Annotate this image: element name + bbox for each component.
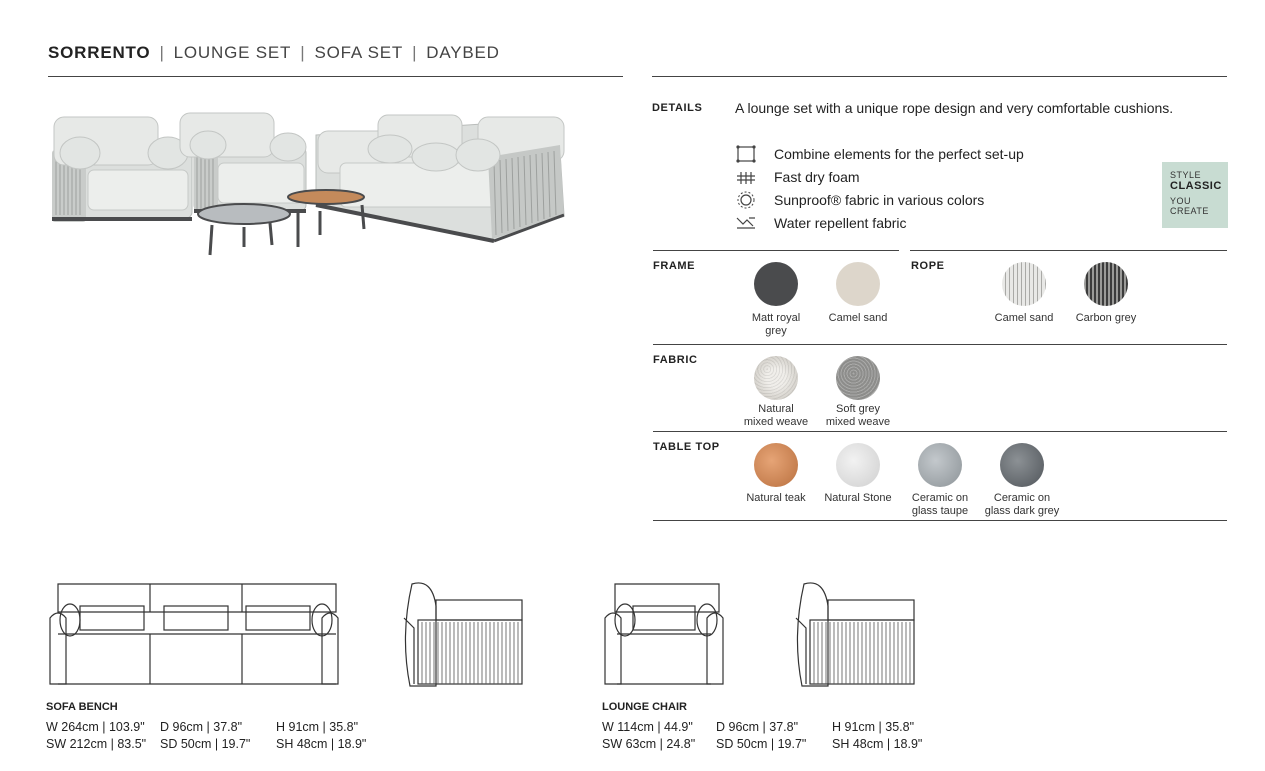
table-top-label: TABLE TOP [653,441,720,453]
table-top-option-label: Natural Stone [824,492,892,504]
table-top-divider [653,431,1227,432]
lounge-chair-depth: D 96cm | 37.8" [716,720,799,734]
style-badge-line3: YOU [1170,196,1192,206]
nav-daybed[interactable]: DAYBED [426,43,500,62]
details-label: DETAILS [652,102,703,114]
table-top-swatch-ceramic-dark-grey[interactable] [1000,443,1044,487]
table-top-option-label: Ceramic on glass dark grey [984,492,1060,517]
fabric-swatch-soft-grey[interactable] [836,356,880,400]
style-badge-line1: STYLE [1170,170,1202,180]
sofa-bench-height: H 91cm | 35.8" [276,720,359,734]
sofa-bench-seat-depth: SD 50cm | 19.7" [160,737,251,751]
water-repellent-icon [735,214,757,232]
feature-water-repellent: Water repellent fabric [774,215,907,231]
fabric-option-label: Natural mixed weave [743,403,809,428]
title-separator: | [159,43,165,62]
table-top-swatch-natural-stone[interactable] [836,443,880,487]
style-badge-line4: CREATE [1170,206,1209,216]
sunproof-fabric-icon [735,191,757,209]
table-top-bottom-divider [653,520,1227,521]
details-description: A lounge set with a unique rope design and very comfortable cushions. [735,100,1174,116]
lounge-chair-illustration [52,117,192,222]
fabric-option-label: Soft grey mixed weave [825,403,891,428]
rope-label: ROPE [911,260,945,272]
table-top-swatch-natural-teak[interactable] [754,443,798,487]
fabric-label: FABRIC [653,354,698,366]
frame-label: FRAME [653,260,696,272]
sofa-bench-side-drawing [398,578,524,688]
sofa-bench-seat-width: SW 212cm | 83.5" [46,737,147,751]
sofa-bench-width: W 264cm | 103.9" [46,720,145,734]
lounge-chair-seat-height: SH 48cm | 18.9" [832,737,923,751]
combine-elements-icon [735,145,757,163]
rope-option-label: Carbon grey [1075,312,1137,324]
rope-swatch-camel-sand[interactable] [1002,262,1046,306]
product-photo [48,105,568,265]
page-title [48,43,500,63]
frame-option-label: Camel sand [828,312,888,324]
sofa-bench-seat-height: SH 48cm | 18.9" [276,737,367,751]
fast-dry-foam-icon [735,168,757,186]
feature-combine: Combine elements for the perfect set-up [774,146,1024,162]
fabric-swatch-natural[interactable] [754,356,798,400]
lounge-chair-seat-width: SW 63cm | 24.8" [602,737,696,751]
feature-foam: Fast dry foam [774,169,860,185]
lounge-chair-title: LOUNGE CHAIR [602,701,687,713]
fabric-divider [653,344,1227,345]
table-top-swatch-ceramic-taupe[interactable] [918,443,962,487]
feature-sunproof: Sunproof® fabric in various colors [774,192,985,208]
frame-swatch-camel-sand[interactable] [836,262,880,306]
lounge-chair-side-drawing [790,578,916,688]
sofa-illustration [316,115,564,241]
brand-title: SORRENTO [48,43,151,62]
table-top-option-label: Ceramic on glass taupe [911,492,969,517]
sofa-bench-front-drawing [46,578,346,688]
rope-swatch-carbon-grey[interactable] [1084,262,1128,306]
table-top-option-label: Natural teak [746,492,806,504]
lounge-chair-illustration [180,113,306,213]
style-badge-line2: CLASSIC [1170,180,1222,192]
lounge-chair-front-drawing [601,578,727,688]
rope-option-label: Camel sand [994,312,1054,324]
frame-swatch-matt-royal-grey[interactable] [754,262,798,306]
sofa-bench-title: SOFA BENCH [46,701,118,713]
rope-divider [910,250,1227,251]
frame-option-label: Matt royal grey [751,312,801,337]
frame-divider [653,250,899,251]
lounge-chair-height: H 91cm | 35.8" [832,720,915,734]
lounge-chair-width: W 114cm | 44.9" [602,720,693,734]
lounge-chair-seat-depth: SD 50cm | 19.7" [716,737,807,751]
title-separator: | [300,43,306,62]
style-badge [1162,162,1228,228]
header-divider-left [48,76,623,77]
header-divider-right [652,76,1227,77]
nav-lounge-set[interactable]: LOUNGE SET [173,43,292,62]
title-separator: | [412,43,418,62]
sofa-bench-depth: D 96cm | 37.8" [160,720,243,734]
nav-sofa-set[interactable]: SOFA SET [314,43,404,62]
